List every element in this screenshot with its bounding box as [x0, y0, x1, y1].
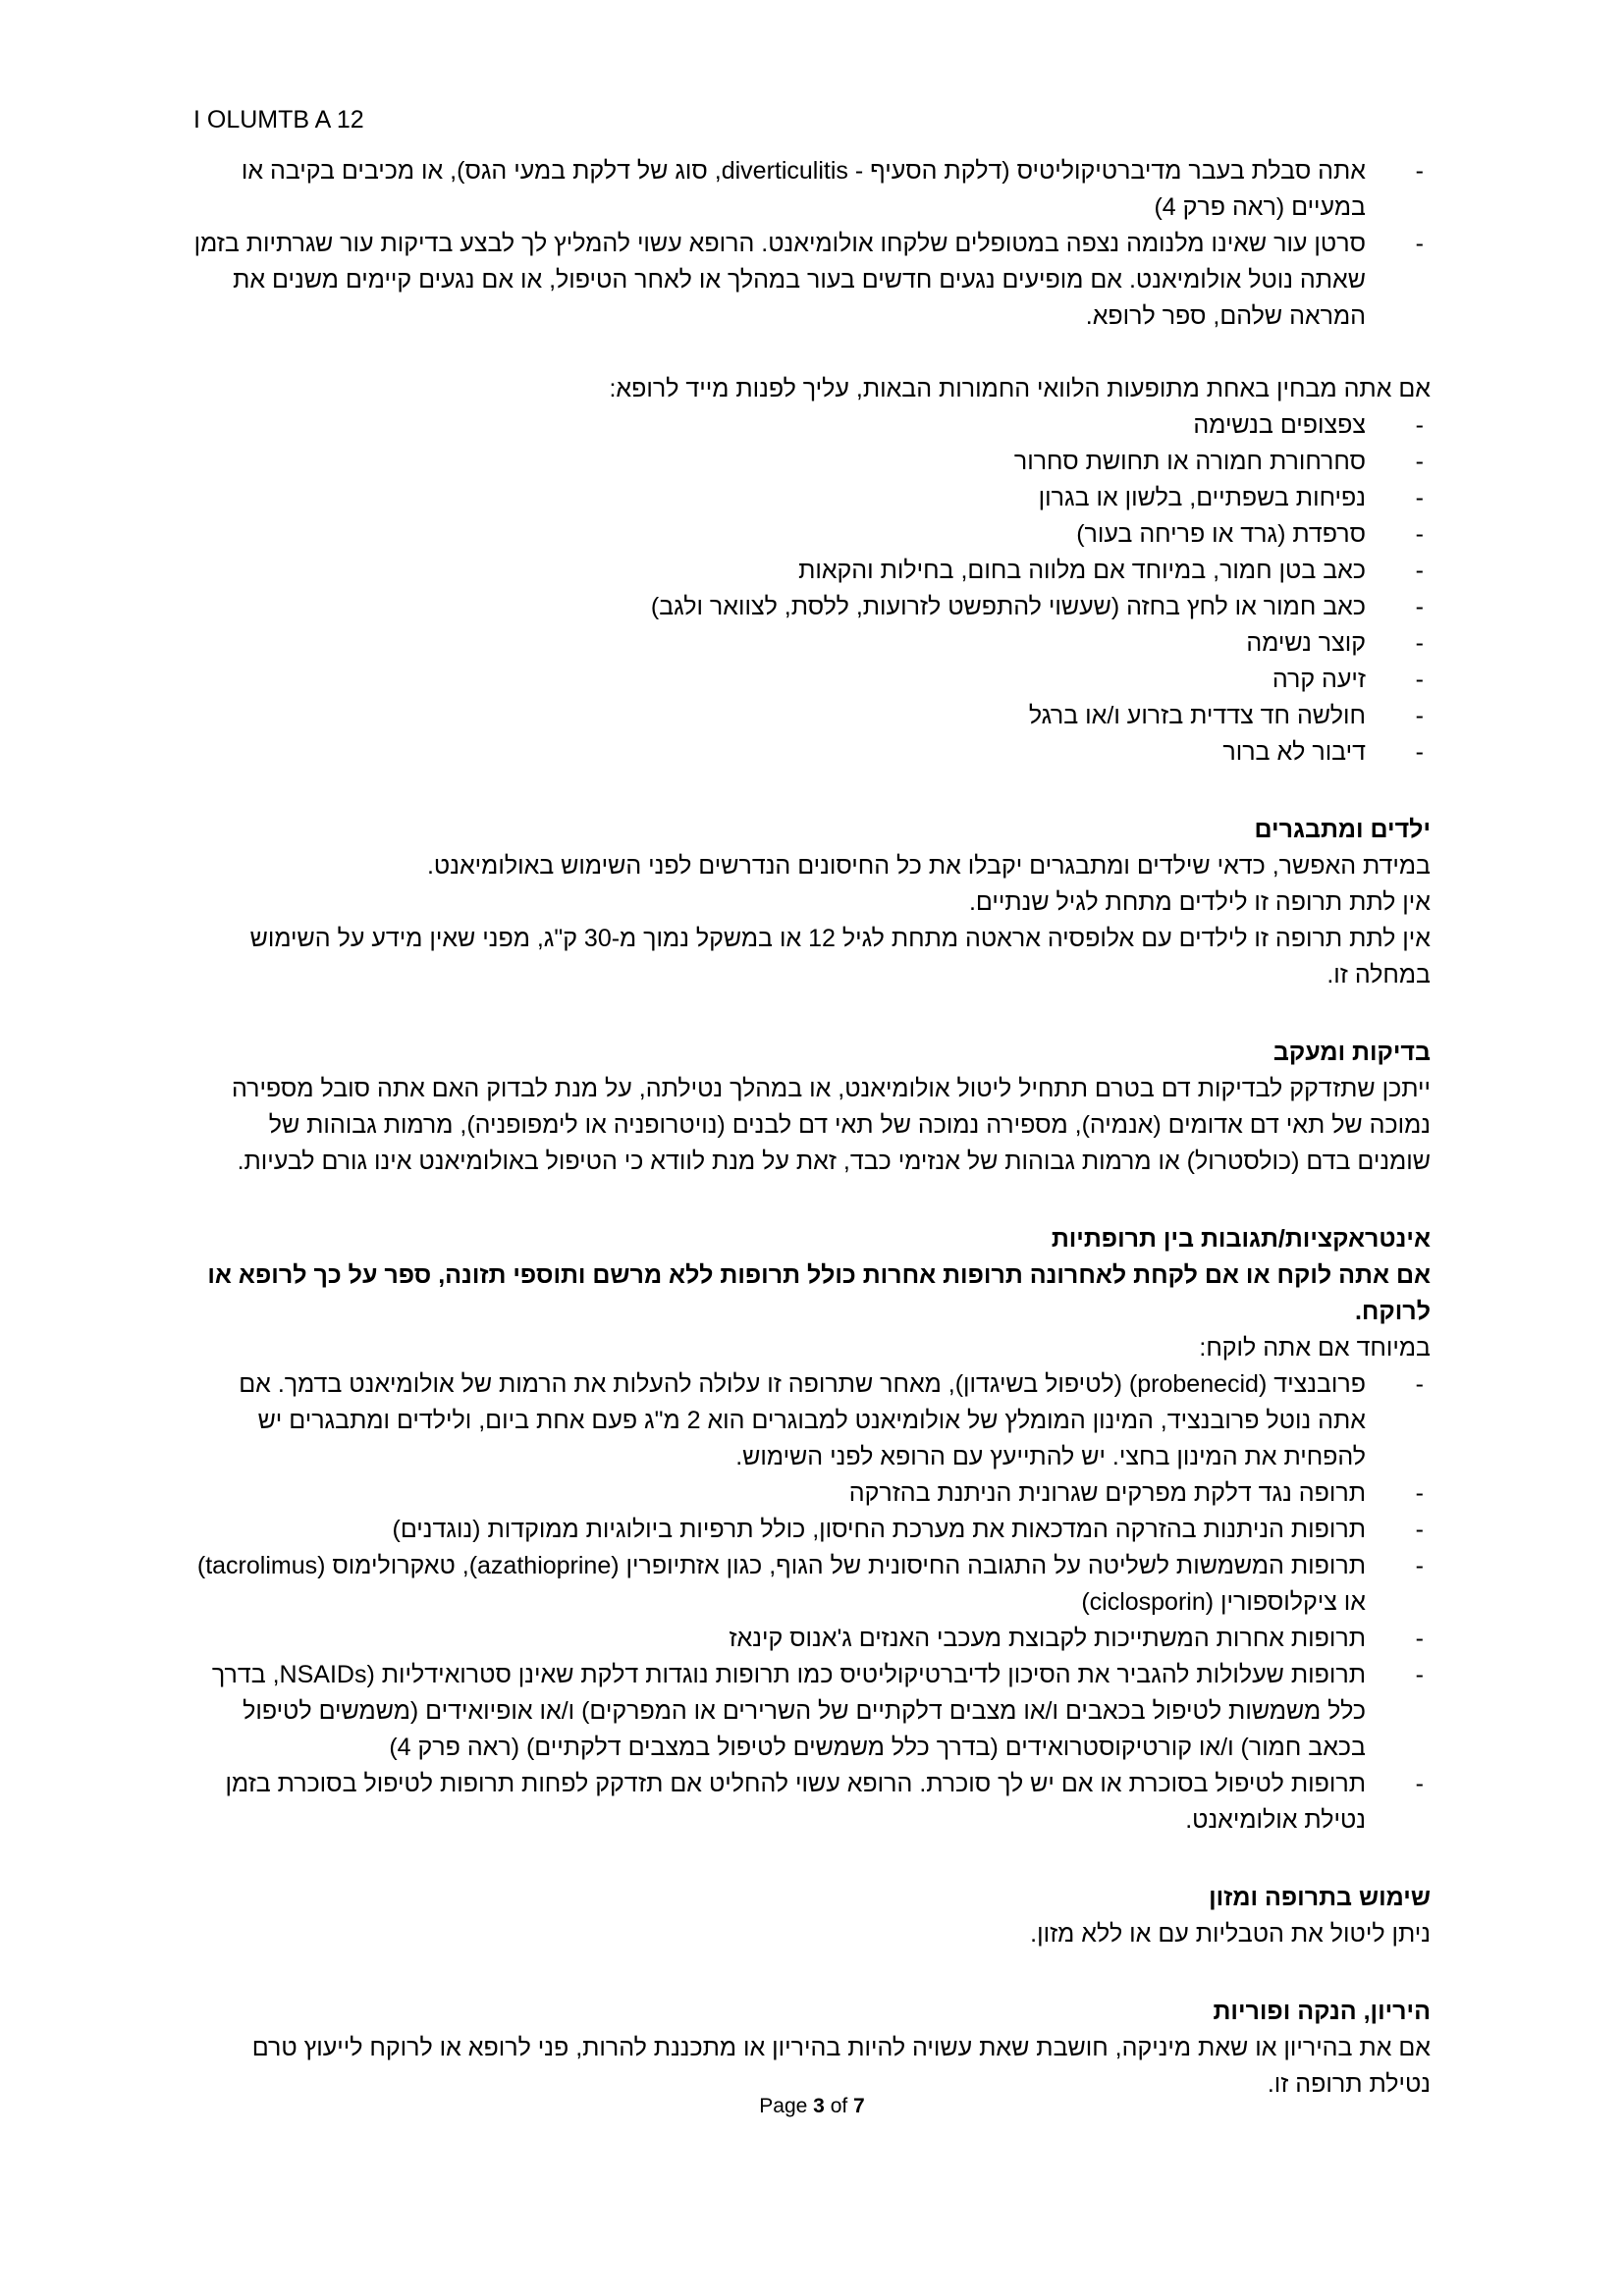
list-item: - תרופות לטיפול בסוכרת או אם יש לך סוכרת. הרופא עשוי להחליט אם תזדקק לפחות תרופות לטיפול בסוכרת בזמן נטילת אולומיאנט.	[191, 1766, 1366, 1839]
children-text: אין לתת תרופה זו לילדים עם אלופסיה אראטה מתחת לגיל 12 או במשקל נמוך מ-30 ק"ג, מפני שאין מידע על השימוש במחלה זו.	[249, 925, 1431, 988]
children-text: אין לתת תרופה זו לילדים מתחת לגיל שנתיים.	[968, 888, 1431, 916]
list-item: - פרובנציד (probenecid) (לטיפול בשיגדון), מאחר שתרופה זו עלולה להעלות את הרמות של אולומיאנט בדמך. אם אתה נוטל פרובנציד, המינון המומלץ של אולומיאנט למבוגרים הוא 2 מ"ג פעם אחת ביום, ולילדים ומתבגרים יש להפחית את המינון בחצי. יש להתייעץ עם הרופא לפני השימוש.	[191, 1366, 1366, 1475]
list-item: - סרטן עור שאינו מלנומה נצפה במטופלים שלקחו אולומיאנט. הרופא עשוי להמליץ לך לבצע בדיקות עור שגרתיות בזמן שאתה נוטל אולומיאנט. אם מופיעים נגעים חדשים בעור במהלך או לאחר הטיפול, או אם נגעים קיימים משנים את המראה שלהם, ספר לרופא.	[191, 226, 1366, 335]
of-label: of	[830, 2095, 848, 2117]
list-item: - אתה סבלת בעבר מדיברטיקוליטיס (דלקת הסעיף - diverticulitis, סוג של דלקת במעי הגס), או מכיבים בקיבה או במעיים (ראה פרק 4)	[191, 153, 1366, 226]
list-item: - סחרחורת חמורה או תחושת סחרור	[191, 444, 1366, 480]
list-item: - תרופות הניתנות בהזרקה המדכאות את מערכת החיסון, כולל תרפיות ביולוגיות ממוקדות (נוגדנים)	[191, 1512, 1366, 1548]
list-item: - תרופה נגד דלקת מפרקים שגרונית הניתנת בהזרקה	[191, 1475, 1366, 1512]
tests-text: ייתכן שתזדקק לבדיקות דם בטרם תתחיל ליטול אולומיאנט, או במהלך נטילתה, על מנת לבדוק האם אתה סובל מספירה נמוכה של תאי דם אדומים (אנמיה), מספירה נמוכה של תאי דם לבנים (נויטרופניה או לימפופניה), מרמות גבוהות של שומנים בדם (כולסטרול) או מרמות גבוהות של אנזימי כבד, זאת על מנת לוודא כי הטיפול באולומיאנט אינו גורם לבעיות.	[231, 1075, 1431, 1175]
list-item: - זיעה קרה	[191, 662, 1366, 698]
page-total: 7	[853, 2095, 865, 2117]
interactions-list	[191, 1366, 1431, 1839]
list-item: - צפצופים בנשימה	[191, 407, 1366, 444]
children-text: במידת האפשר, כדאי שילדים ומתבגרים יקבלו את כל החיסונים הנדרשים לפני השימוש באולומיאנט.	[426, 852, 1431, 880]
warning-list	[191, 153, 1431, 335]
list-item: - תרופות שעלולות להגביר את הסיכון לדיברטיקוליטיס כמו תרופות נוגדות דלקת שאינן סטרואידליות (NSAIDs, בדרך כלל משמשות לטיפול בכאבים ו/או מצבים דלקתיים של השרירים או המפרקים) ו/או אופיואידים (משמשים לטיפול בכאב חמור) ו/או קורטיקוסטרואידים (בדרך כלל משמשים לטיפול במצבים דלקתיים) (ראה פרק 4)	[191, 1657, 1366, 1766]
food-text: ניתן ליטול את הטבליות עם או ללא מזון.	[1030, 1920, 1431, 1948]
list-item: - סרפדת (גרד או פריחה בעור)	[191, 516, 1366, 553]
list-item: - כאב חמור או לחץ בחזה (שעשוי להתפשט לזרועות, ללסת, לצוואר ולגב)	[191, 589, 1366, 625]
leaflet-content	[191, 153, 1431, 2103]
children-heading: ילדים ומתבגרים	[1254, 816, 1431, 843]
interactions-heading: אינטראקציות/תגובות בין תרופתיות	[1051, 1225, 1431, 1253]
severe-effects-list	[191, 407, 1431, 771]
list-item: - נפיחות בשפתיים, בלשון או בגרון	[191, 480, 1366, 516]
list-item: - תרופות המשמשות לשליטה על התגובה החיסונית של הגוף, כגון אזתיופרין (azathioprine), טאקרולימוס (tacrolimus) או ציקלוספורין (ciclosporin)	[191, 1548, 1366, 1621]
pregnancy-text: אם את בהיריון או שאת מיניקה, חושבת שאת עשויה להיות בהיריון או מתכננת להרות, פני לרופא או לרוקח לייעוץ טרם נטילת תרופה זו.	[251, 2034, 1431, 2098]
interactions-warning: אם אתה לוקח או אם לקחת לאחרונה תרופות אחרות כולל תרופות ללא מרשם ותוספי תזונה, ספר על כך לרופא או לרוקח.	[207, 1261, 1431, 1325]
page-footer	[0, 2095, 1624, 2118]
page-number: 3	[813, 2095, 825, 2117]
list-item: - קוצר נשימה	[191, 625, 1366, 662]
tests-heading: בדיקות ומעקב	[1272, 1039, 1431, 1066]
list-item: - כאב בטן חמור, במיוחד אם מלווה בחום, בחילות והקאות	[191, 553, 1366, 589]
page-label: Page	[759, 2095, 808, 2117]
food-heading: שימוש בתרופה ומזון	[1209, 1884, 1431, 1911]
list-item: - דיבור לא ברור	[191, 734, 1366, 771]
severe-effects-intro: אם אתה מבחין באחת מתופעות הלוואי החמורות הבאות, עליך לפנות מייד לרופא:	[609, 375, 1431, 402]
document-code: I OLUMTB A 12	[193, 106, 364, 133]
pregnancy-heading: היריון, הנקה ופוריות	[1213, 1998, 1431, 2025]
interactions-intro: במיוחד אם אתה לוקח:	[1199, 1334, 1431, 1362]
list-item: - חולשה חד צדדית בזרוע ו/או ברגל	[191, 698, 1366, 734]
list-item: - תרופות אחרות המשתייכות לקבוצת מעכבי האנזים ג'אנוס קינאז	[191, 1621, 1366, 1657]
